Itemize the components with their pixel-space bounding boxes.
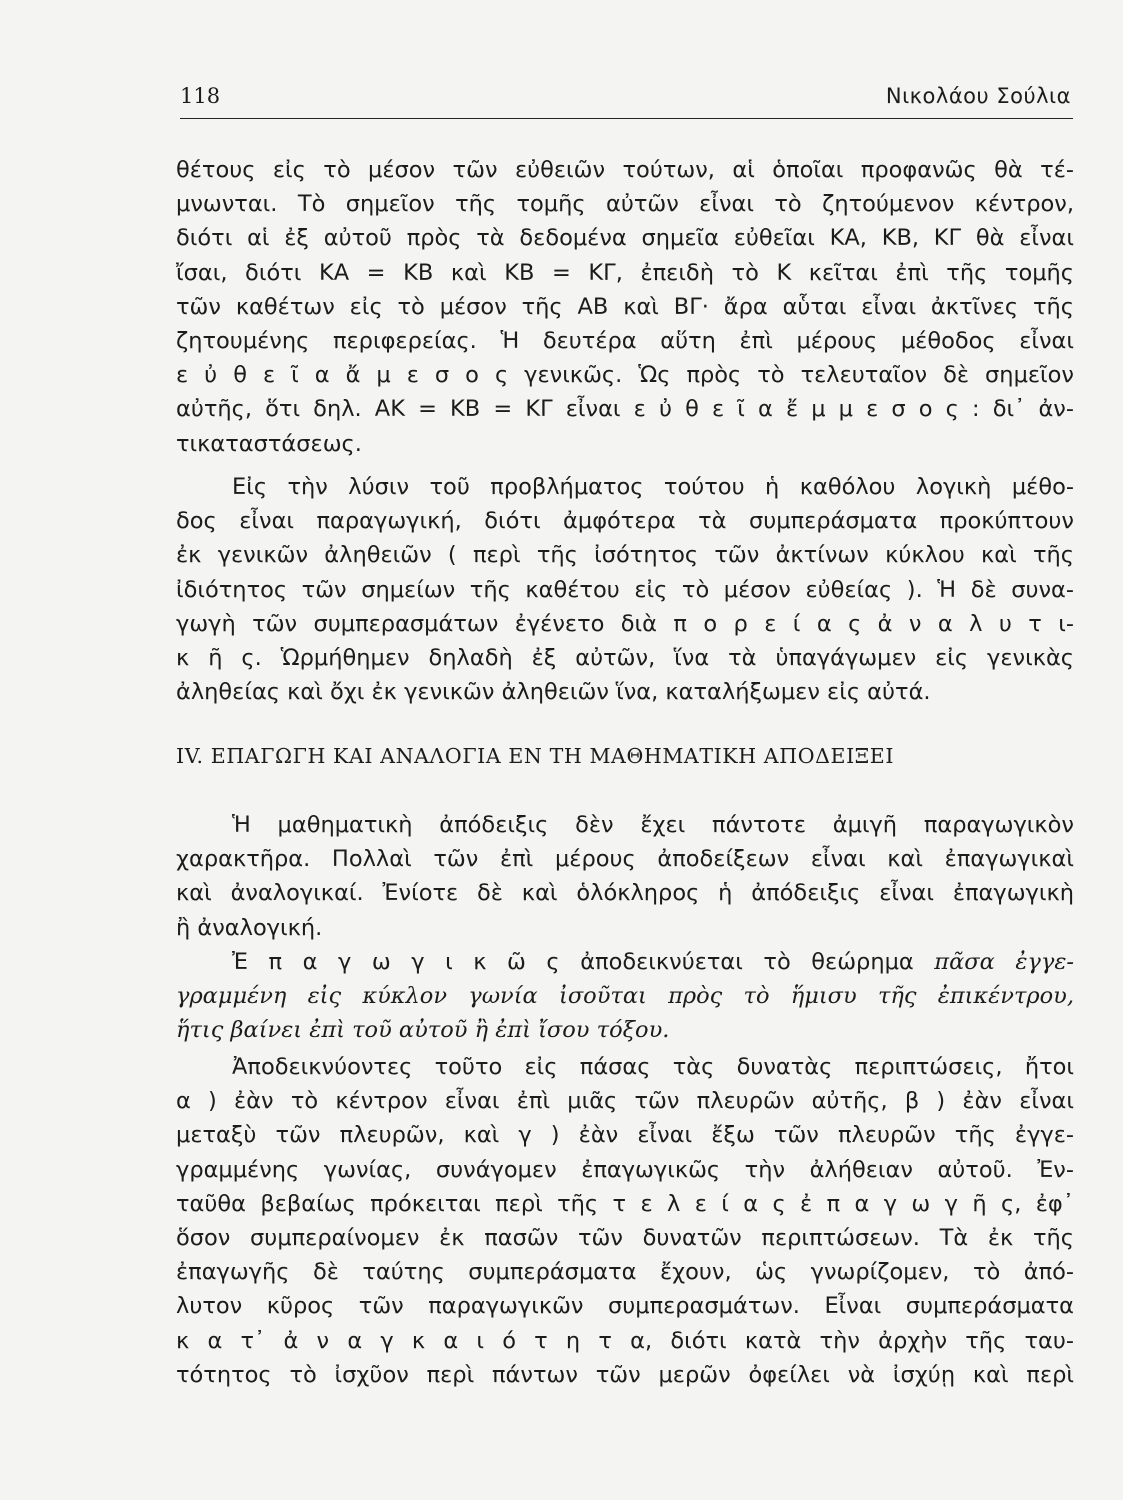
page-number: 118 bbox=[180, 84, 221, 108]
text-line: Ἀποδεικνύοντες τοῦτο εἰς πάσας τὰς δυνατὰς περιπτώσεις, ἤτοι bbox=[232, 1054, 1074, 1080]
spaced-word: Ἐ π α γ ω γ ι κ ῶ ς bbox=[232, 949, 560, 975]
paragraph-induction bbox=[176, 1050, 1074, 1392]
text-line: τικαταστάσεως. bbox=[176, 430, 362, 457]
theorem-italic: πᾶσα ἐγγε- bbox=[934, 949, 1075, 975]
text-line: ζητουμένης περιφερείας. Ἡ δευτέρα αὕτη ἐπὶ μέρους μέθοδος εἶναι bbox=[176, 327, 1074, 354]
text-line: ὅσον συμπεραίνομεν ἐκ πασῶν τῶν δυνατῶν περιπτώσεων. Τὰ ἐκ τῆς bbox=[176, 1224, 1074, 1251]
text-line: μεταξὺ τῶν πλευρῶν, καὶ γ ) ἐὰν εἶναι ἔξω τῶν πλευρῶν τῆς ἐγγε- bbox=[176, 1122, 1074, 1149]
text-line: ἀληθείας καὶ ὄχι ἐκ γενικῶν ἀληθειῶν ἵνα, καταλήξωμεν εἰς αὐτά. bbox=[176, 679, 931, 706]
text-line: αὐτῆς, ὅτι δηλ. ΑΚ = ΚΒ = ΚΓ εἶναι ε ὐ θ ε ῖ α ἔ μ μ ε σ ο ς : δι᾽ ἀν- bbox=[176, 396, 1074, 423]
text-line: ε ὐ θ ε ῖ α ἄ μ ε σ ο ς γενικῶς. Ὡς πρὸς τὸ τελευταῖον δὲ σημεῖον bbox=[176, 362, 1074, 389]
paragraph-theorem bbox=[176, 945, 1074, 1048]
theorem-italic-line: ἥτις βαίνει ἐπὶ τοῦ αὐτοῦ ἢ ἐπὶ ἴσου τόξου. bbox=[176, 1017, 670, 1044]
running-title: Νικολάου Σούλια bbox=[885, 84, 1071, 108]
text-line: ἢ ἀναλογική. bbox=[176, 914, 323, 941]
text-line: ἰδιότητος τῶν σημείων τῆς καθέτου εἰς τὸ μέσον εὐθείας ). Ἡ δὲ συνα- bbox=[176, 576, 1074, 603]
text-line: μνωνται. Τὸ σημεῖον τῆς τομῆς αὐτῶν εἶναι τὸ ζητούμενον κέντρον, bbox=[176, 191, 1074, 218]
text-line: α ) ἐὰν τὸ κέντρον εἶναι ἐπὶ μιᾶς τῶν πλευρῶν αὐτῆς, β ) ἐὰν εἶναι bbox=[176, 1088, 1074, 1115]
text-line: δος εἶναι παραγωγική, διότι ἀμφότερα τὰ συμπεράσματα προκύπτουν bbox=[176, 508, 1074, 535]
paragraph-continued bbox=[176, 153, 1074, 461]
text-line: καὶ ἀναλογικαί. Ἐνίοτε δὲ καὶ ὁλόκληρος ἡ ἀπόδειξις εἶναι ἐπαγωγικὴ bbox=[176, 880, 1074, 907]
paragraph-deduction bbox=[176, 470, 1074, 709]
text-line: κ α τ᾽ ἀ ν α γ κ α ι ό τ η τ α, διότι κατὰ τὴν ἀρχὴν τῆς ταυ- bbox=[176, 1327, 1074, 1354]
text-line: χαρακτῆρα. Πολλαὶ τῶν ἐπὶ μέρους ἀποδείξεων εἶναι καὶ ἐπαγωγικαὶ bbox=[176, 846, 1074, 873]
text-line: τῶν καθέτων εἰς τὸ μέσον τῆς ΑΒ καὶ ΒΓ· ἄρα αὗται εἶναι ἀκτῖνες τῆς bbox=[176, 293, 1074, 320]
text-line: τότητος τὸ ἰσχῦον περὶ πάντων τῶν μερῶν ὀφείλει νὰ ἰσχύῃ καὶ περὶ bbox=[176, 1361, 1074, 1388]
section-heading: IV. ΕΠΑΓΩΓΗ ΚΑΙ ΑΝΑΛΟΓΙΑ ΕΝ ΤΗ ΜΑΘΗΜΑΤΙΚΗ ΑΠΟΔΕΙΞΕΙ bbox=[176, 744, 895, 768]
paragraph-proof-intro bbox=[176, 808, 1074, 945]
text-run: ἀποδεικνύεται τὸ θεώρημα bbox=[580, 949, 914, 975]
text-line: θέτους εἰς τὸ μέσον τῶν εὐθειῶν τούτων, αἱ ὁποῖαι προφανῶς θὰ τέ- bbox=[176, 157, 1074, 183]
text-line: ταῦθα βεβαίως πρόκειται περὶ τῆς τ ε λ ε ί α ς ἐ π α γ ω γ ῆ ς, ἐφ᾽ bbox=[176, 1190, 1074, 1217]
text-line: γραμμένης γωνίας, συνάγομεν ἐπαγωγικῶς τὴν ἀλήθειαν αὐτοῦ. Ἐν- bbox=[176, 1156, 1074, 1183]
text-line: Εἰς τὴν λύσιν τοῦ προβλήματος τούτου ἡ καθόλου λογικὴ μέθο- bbox=[232, 474, 1074, 500]
text-line: Ἡ μαθηματικὴ ἀπόδειξις δὲν ἔχει πάντοτε ἀμιγῆ παραγωγικὸν bbox=[232, 812, 1074, 838]
text-line: ἐπαγωγῆς δὲ ταύτης συμπεράσματα ἔχουν, ὡς γνωρίζομεν, τὸ ἀπό- bbox=[176, 1259, 1074, 1286]
text-line bbox=[176, 945, 1074, 979]
text-line: ἐκ γενικῶν ἀληθειῶν ( περὶ τῆς ἰσότητος τῶν ἀκτίνων κύκλου καὶ τῆς bbox=[176, 542, 1074, 569]
page-header bbox=[180, 84, 1073, 119]
text-line: κ ῆ ς. Ὡρμήθημεν δηλαδὴ ἐξ αὐτῶν, ἵνα τὰ ὑπαγάγωμεν εἰς γενικὰς bbox=[176, 644, 1074, 671]
text-line: λυτον κῦρος τῶν παραγωγικῶν συμπερασμάτων. Εἶναι συμπεράσματα bbox=[176, 1293, 1074, 1320]
text-line: γωγὴ τῶν συμπερασμάτων ἐγένετο διὰ π ο ρ ε ί α ς ἀ ν α λ υ τ ι- bbox=[176, 610, 1074, 637]
text-line: διότι αἱ ἐξ αὐτοῦ πρὸς τὰ δεδομένα σημεῖα εὐθεῖαι ΚΑ, ΚΒ, ΚΓ θὰ εἶναι bbox=[176, 225, 1074, 252]
text-line: ἴσαι, διότι ΚΑ = ΚΒ καὶ ΚΒ = ΚΓ, ἐπειδὴ τὸ Κ κεῖται ἐπὶ τῆς τομῆς bbox=[176, 259, 1074, 286]
theorem-italic-line: γραμμένη εἰς κύκλον γωνία ἰσοῦται πρὸς τὸ ἥμισυ τῆς ἐπικέντρου, bbox=[176, 983, 1074, 1010]
